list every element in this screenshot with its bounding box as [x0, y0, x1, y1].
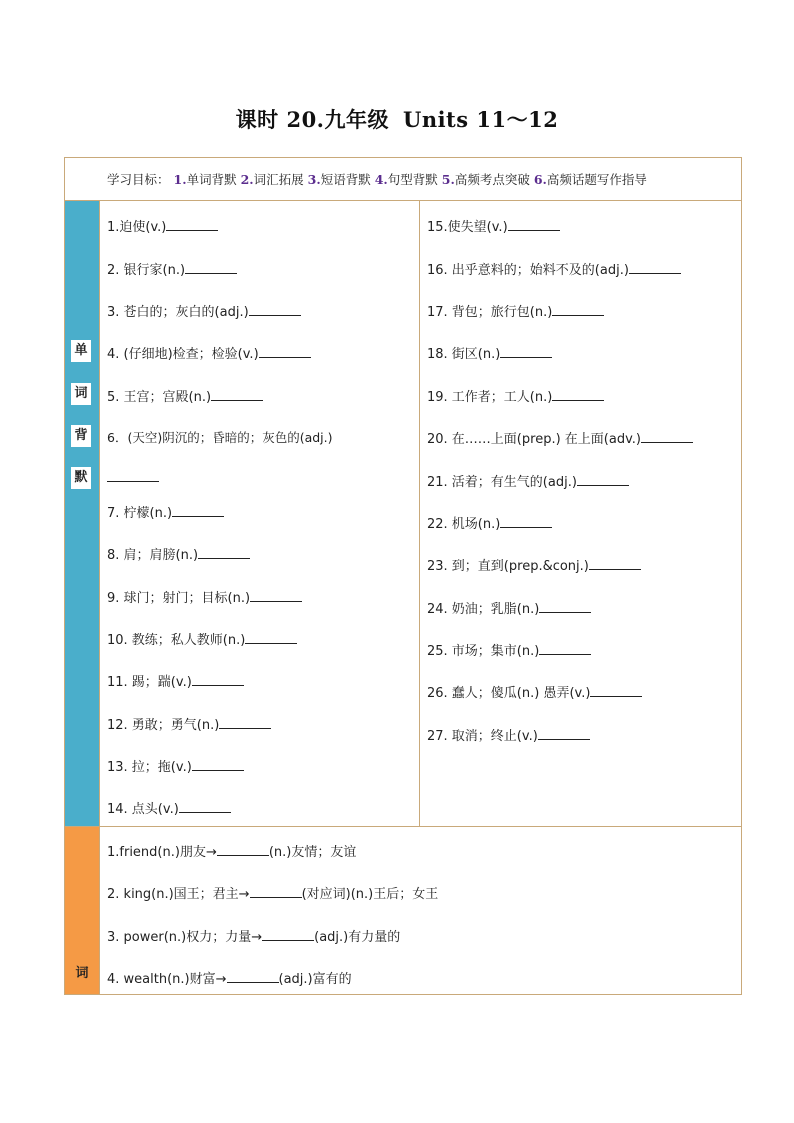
- vocab-item: 14. 点头(v.): [107, 798, 231, 817]
- answer-blank[interactable]: [211, 388, 263, 401]
- vocab-item: 6．(天空)阴沉的；昏暗的；灰色的(adj.): [107, 430, 333, 445]
- answer-blank[interactable]: [185, 261, 237, 274]
- vocab-item: 24. 奶油；乳脂(n.): [427, 598, 591, 617]
- answer-blank[interactable]: [539, 600, 591, 613]
- answer-blank[interactable]: [219, 716, 271, 729]
- answer-blank[interactable]: [166, 218, 218, 231]
- extension-item: 4. wealth(n.)财富→ (adj.)富有的: [107, 972, 352, 987]
- section-side-bar: [65, 827, 99, 994]
- extension-item: 2. king(n.)国王；君主→ (对应词)(n.)王后；女王: [107, 887, 439, 902]
- answer-blank[interactable]: [508, 218, 560, 231]
- side-label-char: 单: [71, 340, 91, 362]
- answer-blank[interactable]: [259, 345, 311, 358]
- title-units: Units 11～12: [403, 107, 559, 132]
- vocab-item: 25. 市场；集市(n.): [427, 640, 591, 659]
- vocab-item: 21. 活着；有生气的(adj.): [427, 471, 629, 490]
- vocab-item: 4. (仔细地)检查；检验(v.): [107, 343, 311, 362]
- answer-blank[interactable]: [500, 345, 552, 358]
- answer-blank[interactable]: [589, 557, 641, 570]
- answer-blank[interactable]: [641, 430, 693, 443]
- vocab-item: 5. 王宫；宫殿(n.): [107, 386, 263, 405]
- vocab-item: 10. 教练；私人教师(n.): [107, 629, 297, 648]
- word-dictation-section: [65, 201, 741, 827]
- vocab-item: 22. 机场(n.): [427, 513, 552, 532]
- vocab-item: 16. 出乎意料的；始料不及的(adj.): [427, 259, 681, 278]
- side-label-char: 背: [71, 425, 91, 447]
- answer-blank[interactable]: [500, 515, 552, 528]
- goal-item: 5.高频考点突破: [441, 172, 530, 187]
- answer-blank[interactable]: [250, 885, 302, 898]
- answer-blank[interactable]: [172, 504, 224, 517]
- section-side-bar: [65, 201, 99, 826]
- vocab-item: 26. 蠢人；傻瓜(n.) 愚弄(v.): [427, 682, 642, 701]
- goal-item: 1.单词背默: [173, 172, 237, 187]
- column-divider: [99, 827, 100, 994]
- vocab-item: 19. 工作者；工人(n.): [427, 386, 604, 405]
- side-label-char: 词: [75, 966, 89, 981]
- answer-blank[interactable]: [227, 970, 279, 983]
- goal-item: 3.短语背默: [307, 172, 371, 187]
- answer-blank[interactable]: [577, 473, 629, 486]
- side-label-char: 词: [71, 383, 91, 405]
- answer-blank[interactable]: [192, 758, 244, 771]
- word-extension-section: [65, 827, 741, 994]
- answer-blank[interactable]: [552, 388, 604, 401]
- answer-blank[interactable]: [192, 673, 244, 686]
- vocab-item: [107, 469, 159, 486]
- vocab-item: 12. 勇敢；勇气(n.): [107, 714, 271, 733]
- answer-blank[interactable]: [198, 546, 250, 559]
- goal-item: 2.词汇拓展: [240, 172, 304, 187]
- vocab-item: 8. 肩；肩膀(n.): [107, 544, 250, 563]
- extension-item: 3. power(n.)权力；力量→ (adj.)有力量的: [107, 930, 401, 945]
- vocab-item: 17. 背包；旅行包(n.): [427, 301, 604, 320]
- worksheet-table: [64, 157, 742, 995]
- answer-blank[interactable]: [249, 303, 301, 316]
- extension-item: 1.friend(n.)朋友→ (n.)友情；友谊: [107, 845, 357, 860]
- goal-item: 6.高频话题写作指导: [533, 172, 647, 187]
- vocab-item: 11. 踢；踹(v.): [107, 671, 244, 690]
- answer-blank[interactable]: [250, 589, 302, 602]
- vocab-item: 1.迫使(v.): [107, 216, 218, 235]
- answer-blank[interactable]: [262, 928, 314, 941]
- answer-blank[interactable]: [538, 727, 590, 740]
- vocab-item: 20. 在……上面(prep.) 在上面(adv.): [427, 428, 693, 447]
- answer-blank[interactable]: [107, 469, 159, 482]
- vocab-item: 7. 柠檬(n.): [107, 502, 224, 521]
- column-divider: [419, 201, 420, 826]
- answer-blank[interactable]: [629, 261, 681, 274]
- title-main: 课时 20.九年级: [235, 107, 389, 132]
- answer-blank[interactable]: [552, 303, 604, 316]
- vocab-item: 15.使失望(v.): [427, 216, 560, 235]
- vocab-item: 2. 银行家(n.): [107, 259, 237, 278]
- vocab-item: 27. 取消；终止(v.): [427, 725, 590, 744]
- vocab-item: 18. 街区(n.): [427, 343, 552, 362]
- answer-blank[interactable]: [217, 843, 269, 856]
- page-title: [0, 104, 794, 134]
- learning-goals-row: [65, 158, 741, 201]
- vocab-item: 23. 到；直到(prep.&conj.): [427, 555, 641, 574]
- answer-blank[interactable]: [539, 642, 591, 655]
- goals-label: 学习目标：: [107, 172, 170, 187]
- column-divider: [99, 201, 100, 826]
- vocab-item: 9. 球门；射门；目标(n.): [107, 587, 302, 606]
- vocab-item: 3. 苍白的；灰白的(adj.): [107, 301, 301, 320]
- answer-blank[interactable]: [179, 800, 231, 813]
- goal-item: 4.句型背默: [374, 172, 438, 187]
- answer-blank[interactable]: [590, 684, 642, 697]
- answer-blank[interactable]: [245, 631, 297, 644]
- side-label-char: 默: [71, 467, 91, 489]
- vocab-item: 13. 拉；拖(v.): [107, 756, 244, 775]
